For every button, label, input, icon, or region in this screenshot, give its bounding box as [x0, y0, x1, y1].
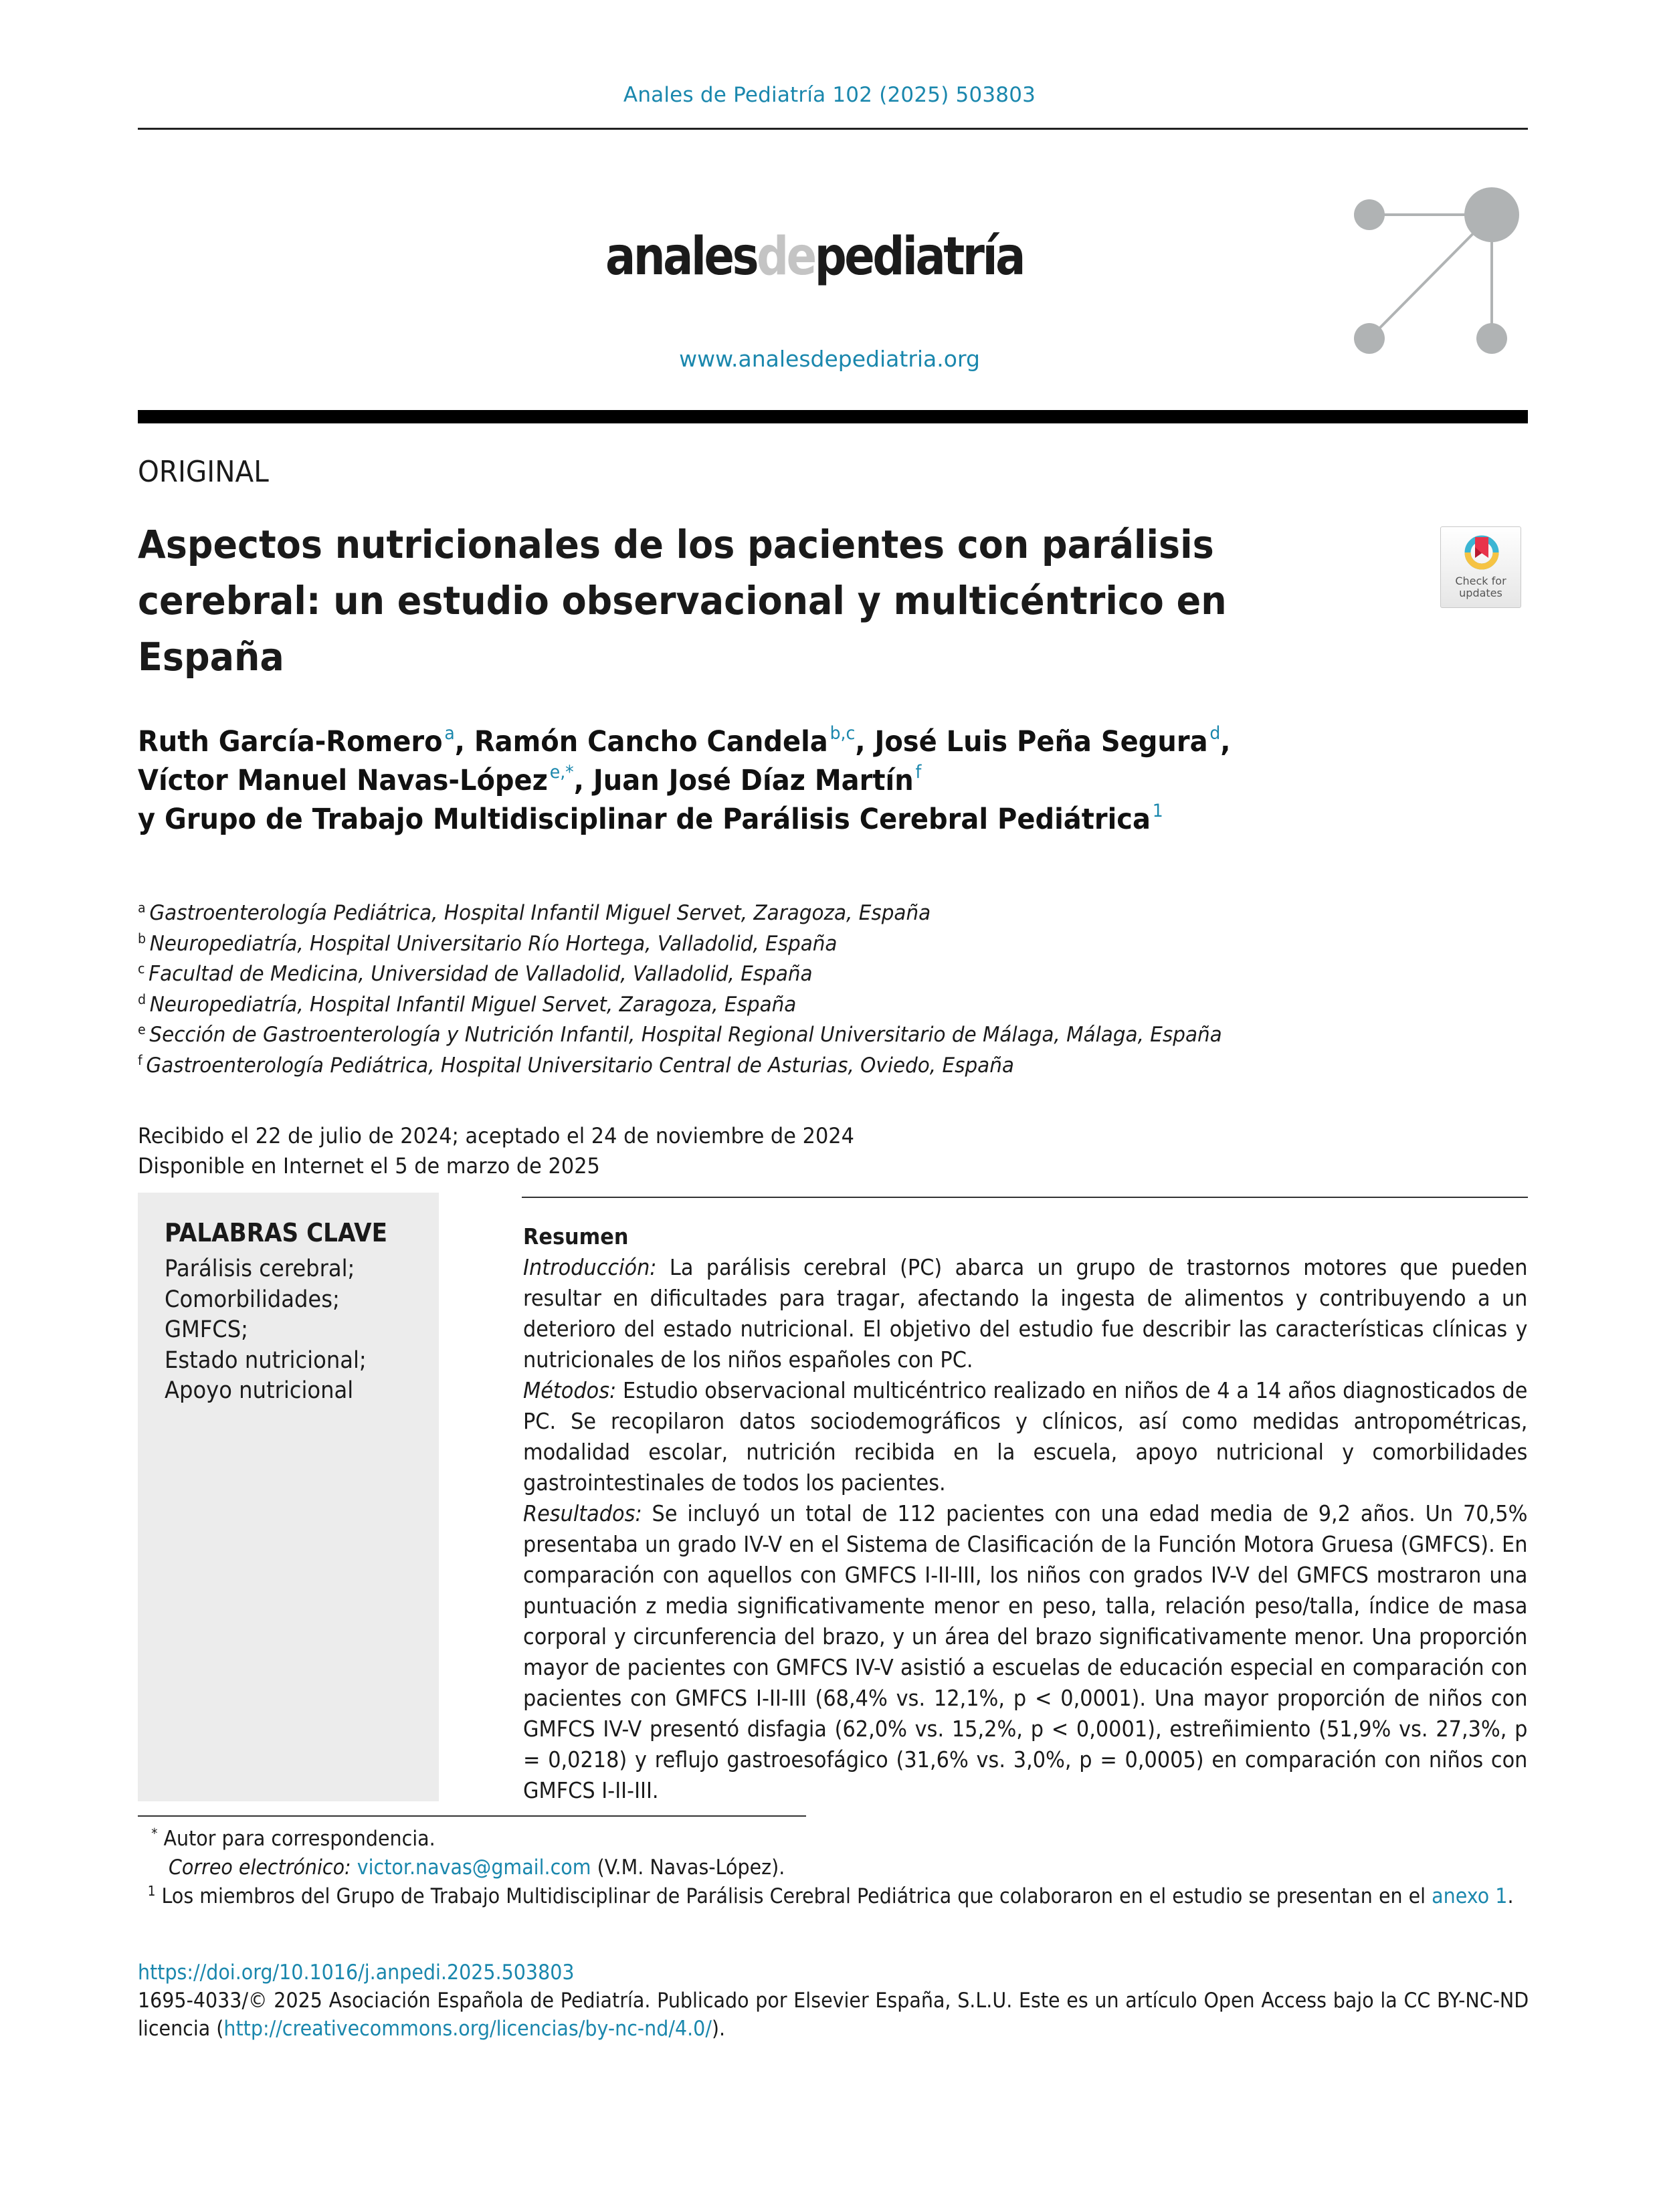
received-accepted-dates: Recibido el 22 de julio de 2024; aceptado el 24 de noviembre de 2024 [138, 1123, 854, 1148]
affiliation-item [138, 1020, 1409, 1051]
header-thick-divider [138, 410, 1528, 423]
affiliation-key: f [138, 1051, 142, 1068]
copyright-text: 1695-4033/© 2025 Asociación Española de Pediatría. Publicado por Elsevier España, S.L.U. Este es un artículo Open Access bajo la CC BY-NC-ND licencia ( [138, 1989, 1529, 2041]
author-group-name: y Grupo de Trabajo Multidisciplinar de Parálisis Cerebral Pediátrica [138, 803, 1151, 836]
annex-punct: . [1507, 1884, 1514, 1908]
section-text: Estudio observacional multicéntrico realizado en niños de 4 a 14 años diagnosticados de PC. Se recopilaron datos sociodemográficos y clínicos, así como medidas antropométricas, modalidad escolar, nutrición recibida en la escuela, apoyo nutricional y comorbilidades gastrointestinales de todos los pacientes. [523, 1377, 1528, 1496]
abstract [523, 1221, 1527, 1806]
abstract-divider [522, 1197, 1528, 1198]
asterisk-marker: * [151, 1825, 158, 1841]
section-label: Introducción: [523, 1254, 657, 1280]
keywords-heading: PALABRAS CLAVE [165, 1218, 387, 1247]
keyword-item: GMFCS; [165, 1316, 249, 1343]
footnote-marker[interactable]: 1 [1152, 801, 1163, 821]
author-name: José Luis Peña Segura [874, 725, 1208, 759]
corresponding-author-note [138, 1825, 1529, 1853]
affiliation-marker[interactable]: f [915, 762, 922, 783]
author-separator: , [454, 725, 474, 759]
email-note [138, 1853, 1529, 1882]
email-link[interactable]: victor.navas@gmail.com [357, 1855, 591, 1880]
keywords-list [165, 1254, 367, 1407]
check-for-updates-button[interactable] [1440, 526, 1521, 608]
corresponding-text: Autor para correspondencia. [163, 1827, 435, 1851]
article-title: Aspectos nutricionales de los pacientes con parálisis cerebral: un estudio observacional y multicéntrico en España [138, 522, 1227, 680]
affiliation-text: Neuropediatría, Hospital Universitario Río Hortega, Valladolid, España [149, 931, 838, 956]
author-name: Ramón Cancho Candela [474, 725, 828, 759]
abstract-section-resultados [523, 1498, 1527, 1806]
affiliation-key: b [138, 930, 147, 946]
email-owner: (V.M. Navas-López). [591, 1855, 785, 1880]
affiliation-marker[interactable]: d [1209, 723, 1221, 744]
author-separator: , [855, 725, 875, 759]
online-date: Disponible en Internet el 5 de marzo de 2025 [138, 1153, 600, 1179]
author-list [138, 722, 1382, 839]
license-link[interactable]: http://creativecommons.org/licencias/by-nc-nd/4.0/ [223, 2017, 712, 2041]
section-label: Métodos: [523, 1377, 617, 1403]
crossmark-icon [1464, 534, 1500, 573]
publication-info [138, 1958, 1529, 2043]
affiliation-text: Sección de Gastroenterología y Nutrición Infantil, Hospital Regional Universitario de Málaga, Málaga, España [149, 1023, 1222, 1047]
keyword-item: Apoyo nutricional [165, 1377, 354, 1404]
affiliation-marker[interactable]: b,c [830, 723, 856, 744]
affiliation-key: d [138, 991, 147, 1007]
check-updates-line1: Check for [1455, 575, 1506, 587]
group-note-text: Los miembros del Grupo de Trabajo Multidisciplinar de Parálisis Cerebral Pediátrica que colaboraron en el estudio se presentan en el [161, 1884, 1432, 1908]
affiliation-text: Neuropediatría, Hospital Infantil Miguel Servet, Zaragoza, España [149, 992, 797, 1017]
article-type-label: ORIGINAL [138, 455, 269, 489]
affiliation-item [138, 929, 1409, 960]
affiliation-text: Gastroenterología Pediátrica, Hospital Infantil Miguel Servet, Zaragoza, España [149, 901, 931, 925]
affiliation-key: a [138, 900, 146, 916]
author-name: Juan José Díaz Martín [593, 764, 914, 797]
affiliation-key: c [138, 961, 145, 977]
affiliation-text: Gastroenterología Pediátrica, Hospital Universitario Central de Asturias, Oviedo, España [146, 1053, 1014, 1078]
abstract-heading: Resumen [523, 1223, 629, 1249]
keywords-panel [138, 1193, 439, 1801]
journal-logo [605, 227, 1023, 287]
author-name: Ruth García-Romero [138, 725, 443, 759]
copyright-notice [138, 1987, 1529, 2043]
doi-link[interactable]: https://doi.org/10.1016/j.anpedi.2025.503803 [138, 1960, 575, 1985]
logo-part-pediatria: pediatría [814, 227, 1023, 287]
journal-citation[interactable]: Anales de Pediatría 102 (2025) 503803 [623, 83, 1036, 107]
affiliation-key: e [138, 1021, 146, 1037]
footnote-divider [138, 1815, 806, 1817]
article-dates [138, 1121, 854, 1181]
annex-link[interactable]: anexo 1 [1432, 1884, 1508, 1908]
affiliation-item [138, 990, 1409, 1021]
section-text: La parálisis cerebral (PC) abarca un grupo de trastornos motores que pueden resultar en dificultades para tragar, afectando la ingesta de alimentos y contribuyendo a un deterioro del estado nutricional. El objetivo del estudio fue describir las características clínicas y nutricionales de los niños españoles con PC. [523, 1254, 1528, 1373]
logo-part-de: de [757, 227, 815, 287]
author-name: Víctor Manuel Navas-López [138, 764, 548, 797]
author-separator: , [573, 764, 593, 797]
affiliation-item [138, 898, 1409, 929]
logo-part-anales: anales [605, 227, 757, 287]
license-punct: ). [711, 2017, 726, 2041]
affiliations-list [138, 898, 1409, 1081]
group-note [138, 1882, 1529, 1911]
section-label: Resultados: [523, 1500, 642, 1526]
affiliation-text: Facultad de Medicina, Universidad de Valladolid, Valladolid, España [149, 962, 813, 986]
abstract-section-introduccion [523, 1252, 1527, 1375]
affiliation-item [138, 1051, 1409, 1082]
affiliation-marker[interactable]: e,* [549, 762, 574, 783]
network-nodes-icon [1351, 184, 1532, 365]
abstract-section-metodos [523, 1375, 1527, 1498]
keyword-item: Comorbilidades; [165, 1286, 340, 1313]
journal-url-link[interactable]: www.analesdepediatria.org [679, 346, 980, 372]
keyword-item: Parálisis cerebral; [165, 1255, 355, 1282]
header-divider [138, 128, 1528, 130]
keyword-item: Estado nutricional; [165, 1346, 367, 1374]
footnotes [138, 1825, 1529, 1911]
section-text: Se incluyó un total de 112 pacientes con una edad media de 9,2 años. Un 70,5% presentaba un grado IV-V en el Sistema de Clasificación de la Función Motora Gruesa (GMFCS). En comparación con aquellos con GMFCS I-II-III, los niños con grados IV-V del GMFCS mostraron una puntuación z media significativamente menor en peso, talla, relación peso/talla, índice de masa corporal y circunferencia del brazo, y un área del brazo significativamente menor. Una proporción mayor de pacientes con GMFCS IV-V asistió a escuelas de educación especial en comparación con pacientes con GMFCS I-II-III (68,4% vs. 12,1%, p < 0,0001). Una mayor proporción de niños con GMFCS IV-V presentó disfagia (62,0% vs. 15,2%, p < 0,0001), estreñimiento (51,9% vs. 27,3%, p = 0,0218) y reflujo gastroesofágico (31,6% vs. 3,0%, p = 0,0005) en comparación con niños con GMFCS I-II-III. [523, 1500, 1528, 1803]
footnote-marker: 1 [147, 1883, 156, 1899]
check-updates-line2: updates [1459, 587, 1502, 599]
author-separator: , [1220, 725, 1231, 759]
affiliation-marker[interactable]: a [444, 723, 455, 744]
email-label: Correo electrónico: [169, 1855, 351, 1880]
affiliation-item [138, 959, 1409, 990]
check-for-updates-label [1441, 575, 1521, 599]
